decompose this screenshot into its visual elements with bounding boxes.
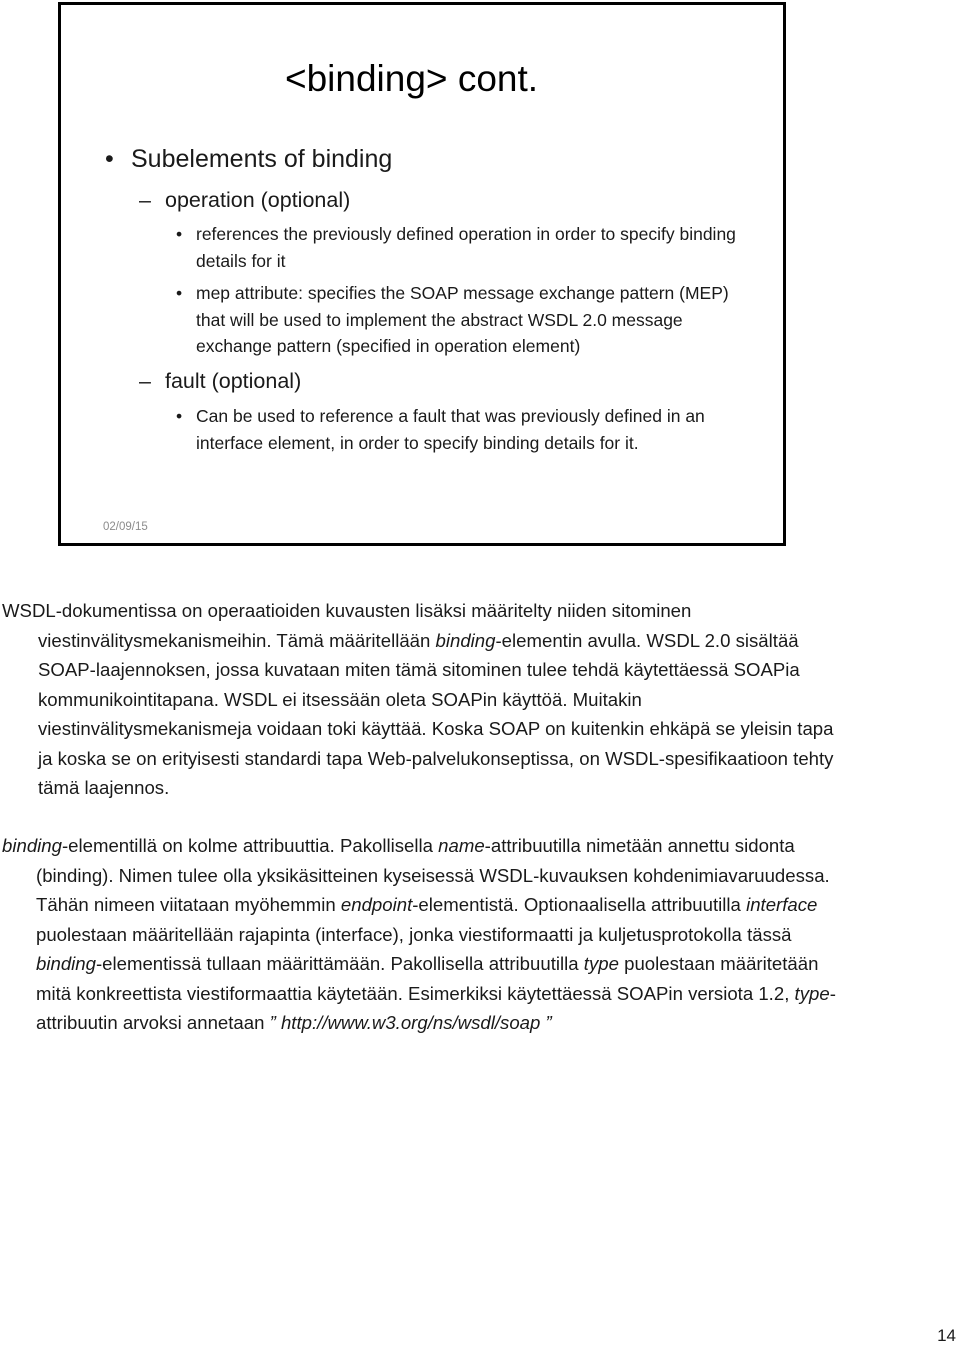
bullet-dot-icon: • — [176, 224, 183, 244]
paragraph-1-body: viestinvälitysmekanismeihin. Tämä määritellään binding-elementin avulla. WSDL 2.0 sisältää SOAP-laajennoksen, jossa kuvataan miten tämä sitominen tulee tehdä käytettäessä SOAPia kommunikointitapana. WSDL ei itsessään oleta SOAPin käyttöä. Muitakin viestinvälitysmekanismeja voidaan toki käyttää. Koska SOAP on kuitenkin ehkäpä se yleisin tapa ja koska se on erityisesti standardi tapa Web-palvelukonseptissa, on WSDL-spesifikaatioon tehty tämä laajennos. — [38, 629, 834, 798]
italic-term: interface — [746, 894, 818, 915]
bullet-dot-icon: • — [105, 145, 114, 173]
italic-term: type — [794, 982, 830, 1004]
dash-icon: – — [139, 369, 151, 393]
bullet-subelements: • Subelements of binding — [131, 142, 731, 176]
slide — [58, 2, 786, 546]
italic-term: ” http://www.w3.org/ns/wsdl/soap ” — [269, 1012, 552, 1033]
text-run: -attribuutin arvoksi annetaan — [36, 982, 836, 1033]
italic-term: endpoint — [340, 894, 413, 915]
operation-item-2: • mep attribute: specifies the SOAP message exchange pattern (MEP) that will be used to implement the abstract WSDL 2.0 message exchange pattern (specified in operation element) — [196, 280, 756, 360]
text-run: -elementistä. Optionaalisella attribuutilla — [412, 894, 747, 915]
slide-title: <binding> cont. — [285, 58, 539, 99]
subbullet-fault: – fault (optional) — [165, 366, 765, 396]
text-run: -elementillä on kolme attribuuttia. Pakollisella — [61, 835, 439, 856]
text-run: -attribuutilla nimetään annettu sidonta (binding). Nimen tulee olla yksikäsitteinen kyseisessä WSDL-kuvauksen kohdenimiavaruudessa. Tähän nimeen viitataan myöhemmin — [36, 835, 830, 915]
text-run: -elementissä tullaan määrittämään. Pakollisella attribuutilla — [95, 953, 584, 974]
paragraph-2 — [2, 831, 854, 1038]
text-run: puolestaan määritellään rajapinta (interface), jonka viestiformaatti ja kuljetusprotokolla tässä — [36, 923, 792, 945]
subbullet-operation: – operation (optional) — [165, 185, 765, 215]
dash-icon: – — [139, 188, 151, 212]
italic-term: type — [583, 953, 619, 974]
page-number: 14 — [937, 1326, 956, 1345]
bullet-dot-icon: • — [176, 283, 183, 303]
operation-item-1: • references the previously defined operation in order to specify binding details for it — [196, 221, 756, 274]
italic-term: binding — [2, 835, 62, 856]
fault-item-1: • Can be used to reference a fault that was previously defined in an interface element, in order to specify binding details for it. — [196, 403, 756, 456]
text-run: puolestaan määritetään mitä konkreettista viestiformaattia käytetään. Esimerkiksi käytettäessä SOAPin versiota 1.2, — [36, 953, 819, 1004]
bullet-dot-icon: • — [176, 406, 183, 426]
italic-term: name — [438, 835, 485, 856]
paragraph-1 — [2, 596, 882, 803]
paragraph-1-first-line: WSDL-dokumentissa on operaatioiden kuvausten lisäksi määritelty niiden sitominen — [2, 600, 692, 621]
slide-date: 02/09/15 — [103, 521, 148, 533]
italic-term: binding — [36, 953, 96, 974]
